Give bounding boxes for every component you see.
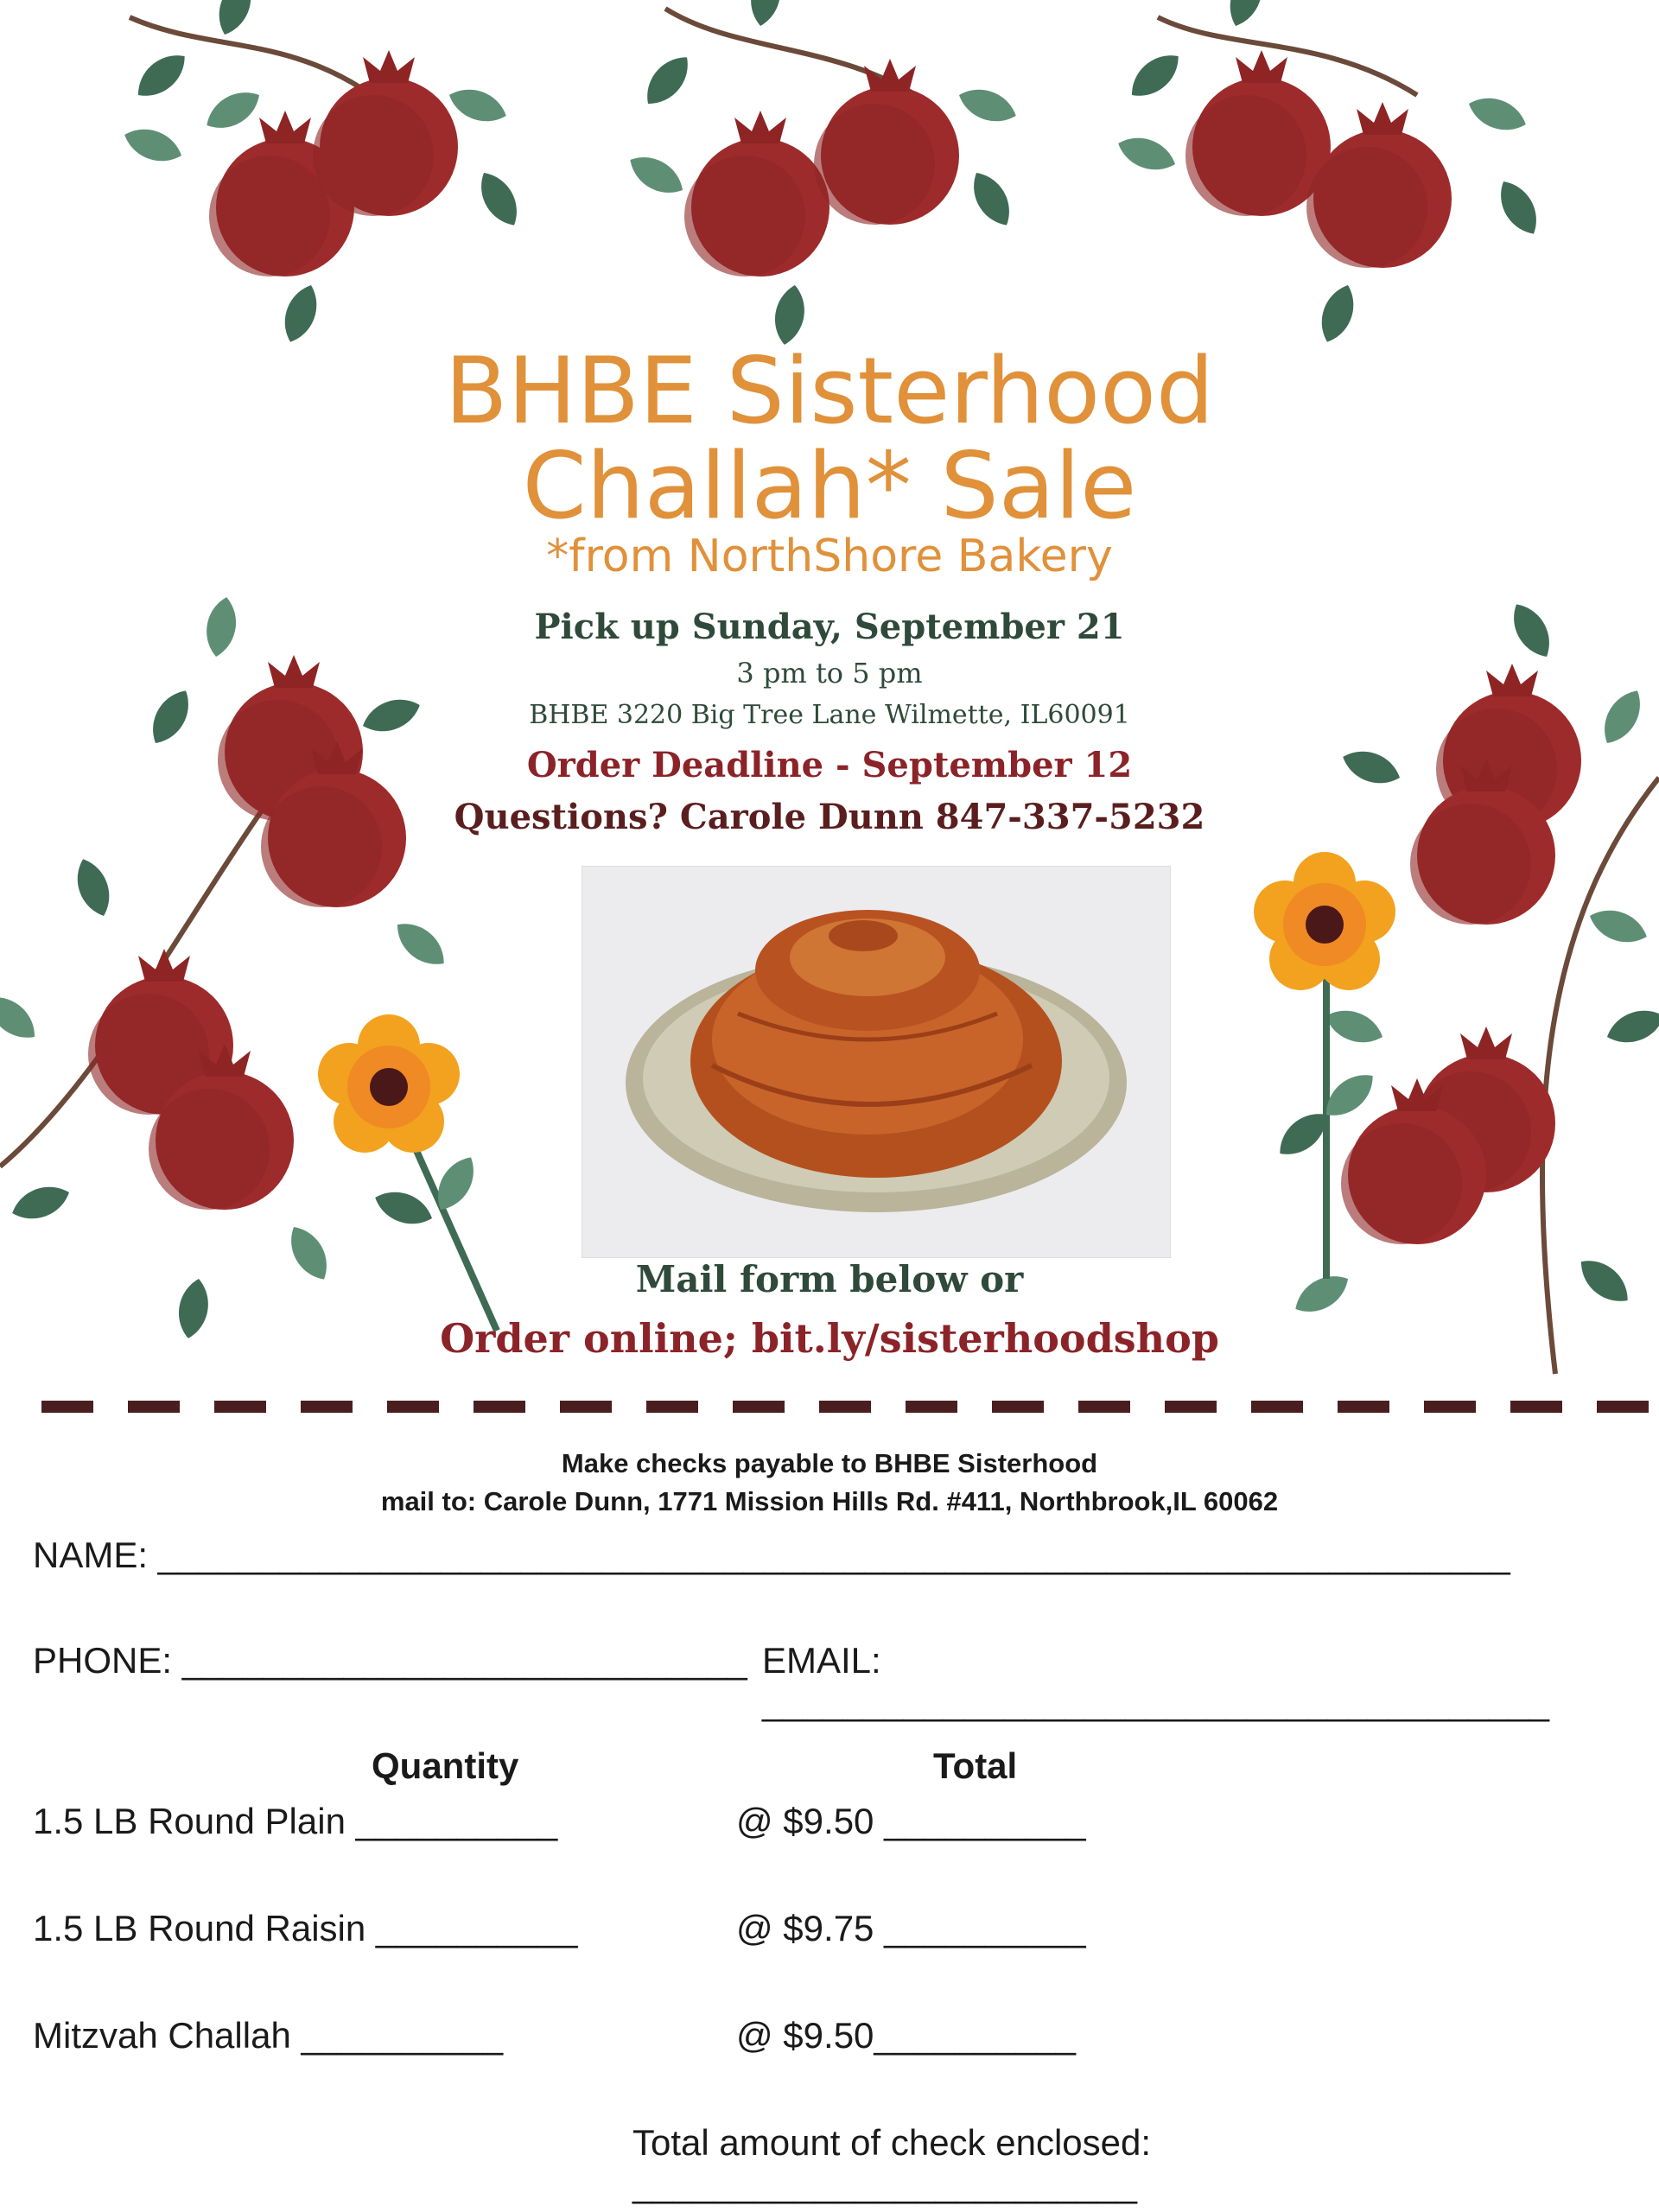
pomegranate-branch-icon (623, 0, 1020, 347)
email-field[interactable]: EMAIL: _______________________________________ (762, 1640, 1549, 1722)
cut-line-divider (41, 1400, 1659, 1414)
order-online-link[interactable]: Order online; bit.ly/sisterhoodshop (440, 1315, 1219, 1362)
pickup-location: BHBE 3220 Big Tree Lane Wilmette, IL60091 (529, 700, 1130, 730)
phone-field[interactable]: PHONE: ____________________________ (33, 1640, 747, 1681)
challah-photo (582, 866, 1171, 1258)
name-field[interactable]: NAME: ___________________________________________________________________ (33, 1535, 1510, 1575)
pomegranate-branch-icon (1114, 0, 1547, 346)
pickup-time: 3 pm to 5 pm (736, 657, 923, 690)
item-mitzvah-total[interactable]: @ $9.50__________ (736, 2015, 1076, 2056)
pomegranate-branch-icon (120, 0, 527, 346)
pickup-date: Pick up Sunday, September 21 (534, 607, 1125, 647)
page-title: BHBE Sisterhood (444, 338, 1215, 444)
subtitle: *from NorthShore Bakery (546, 531, 1113, 582)
item-mitzvah-qty[interactable]: Mitzvah Challah __________ (33, 2015, 504, 2056)
page-title-line2: Challah* Sale (522, 433, 1137, 539)
total-header: Total (933, 1745, 1018, 1786)
item-round-plain-total[interactable]: @ $9.50 __________ (736, 1801, 1086, 1841)
mail-form-text: Mail form below or (635, 1258, 1024, 1300)
item-round-raisin-qty[interactable]: 1.5 LB Round Raisin __________ (33, 1908, 578, 1948)
order-deadline: Order Deadline - September 12 (526, 745, 1133, 785)
mail-to-address: mail to: Carole Dunn, 1771 Mission Hills Rd. #411, Northbrook,IL 60062 (380, 1486, 1279, 1516)
questions-contact: Questions? Carole Dunn 847-337-5232 (454, 797, 1205, 837)
total-check-field[interactable]: Total amount of check enclosed: _________________________ (632, 2122, 1152, 2204)
checks-payable: Make checks payable to BHBE Sisterhood (561, 1448, 1098, 1478)
item-round-raisin-total[interactable]: @ $9.75 __________ (736, 1908, 1086, 1948)
quantity-header: Quantity (372, 1745, 519, 1786)
item-round-plain-qty[interactable]: 1.5 LB Round Plain __________ (33, 1801, 558, 1841)
